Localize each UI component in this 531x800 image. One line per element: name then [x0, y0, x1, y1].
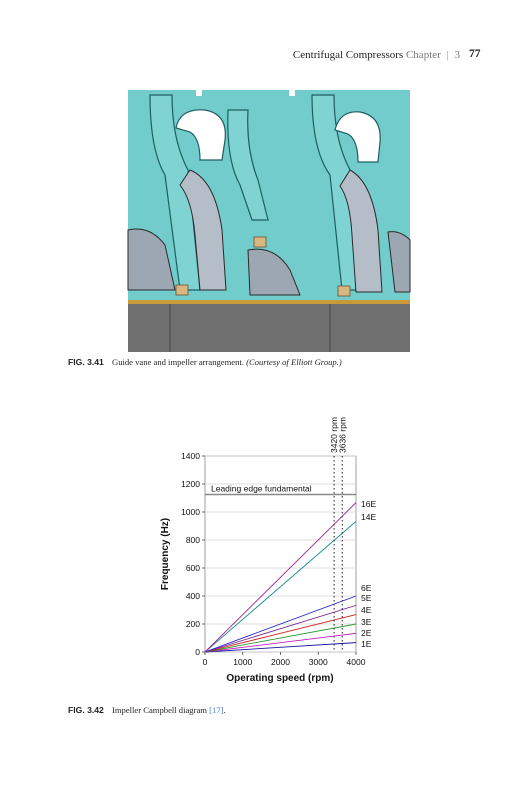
figure-3-42-label: FIG. 3.42: [68, 705, 104, 715]
rpm-marker-label: 3636 rpm: [337, 417, 348, 453]
labyrinth-seal: [254, 237, 266, 247]
leading-edge-label: Leading edge fundamental: [211, 483, 312, 494]
x-tick-label: 2000: [271, 657, 290, 667]
y-tick-label: 1400: [181, 451, 200, 461]
series-label-6e: 6E: [361, 583, 372, 593]
casing-notch: [289, 90, 295, 96]
chapter-label: Chapter: [405, 49, 441, 61]
figure-3-41-caption: [68, 357, 342, 368]
campbell-diagram: [160, 417, 376, 684]
series-label-14e: 14E: [361, 512, 377, 522]
y-tick-label: 0: [195, 647, 200, 657]
figure-3-42-period: .: [223, 705, 226, 715]
labyrinth-seal: [338, 286, 350, 296]
series-label-1e: 1E: [361, 639, 372, 649]
y-tick-label: 1000: [181, 507, 200, 517]
figure-3-41-text: Guide vane and impeller arrangement.: [111, 357, 244, 367]
y-tick-label: 400: [185, 591, 200, 601]
x-tick-label: 1000: [233, 657, 253, 667]
impeller-cross-section: [128, 90, 410, 352]
figure-3-42-reference-link[interactable]: [17]: [209, 705, 224, 715]
x-axis-label: Operating speed (rpm): [226, 673, 334, 684]
series-label-3e: 3E: [361, 617, 372, 627]
series-label-2e: 2E: [361, 628, 372, 638]
running-title: Centrifugal Compressors: [292, 49, 404, 61]
header-separator: |: [446, 49, 449, 61]
figure-3-42-text: Impeller Campbell diagram: [111, 705, 207, 715]
series-label-16e: 16E: [361, 499, 377, 509]
chapter-number: 3: [454, 49, 460, 61]
shaft-sleeve: [128, 300, 410, 304]
figure-3-41-courtesy: (Courtesy of Elliott Group.): [246, 357, 342, 367]
casing-notch: [196, 90, 202, 96]
figure-3-42-caption: [68, 705, 226, 716]
series-label-5e: 5E: [361, 593, 372, 603]
series-label-4e: 4E: [361, 605, 372, 615]
x-tick-label: 4000: [346, 657, 366, 667]
labyrinth-seal: [176, 285, 188, 295]
rpm-marker-label: 3420 rpm: [329, 417, 340, 453]
y-tick-label: 1200: [181, 479, 200, 489]
y-axis-label: Frequency (Hz): [160, 517, 171, 591]
y-tick-label: 200: [185, 619, 200, 629]
x-tick-label: 0: [202, 657, 208, 667]
y-tick-label: 600: [185, 563, 200, 573]
page-number: 77: [469, 48, 481, 60]
y-tick-label: 800: [185, 535, 200, 545]
figure-3-41-label: FIG. 3.41: [68, 357, 104, 367]
x-tick-label: 3000: [308, 657, 328, 667]
